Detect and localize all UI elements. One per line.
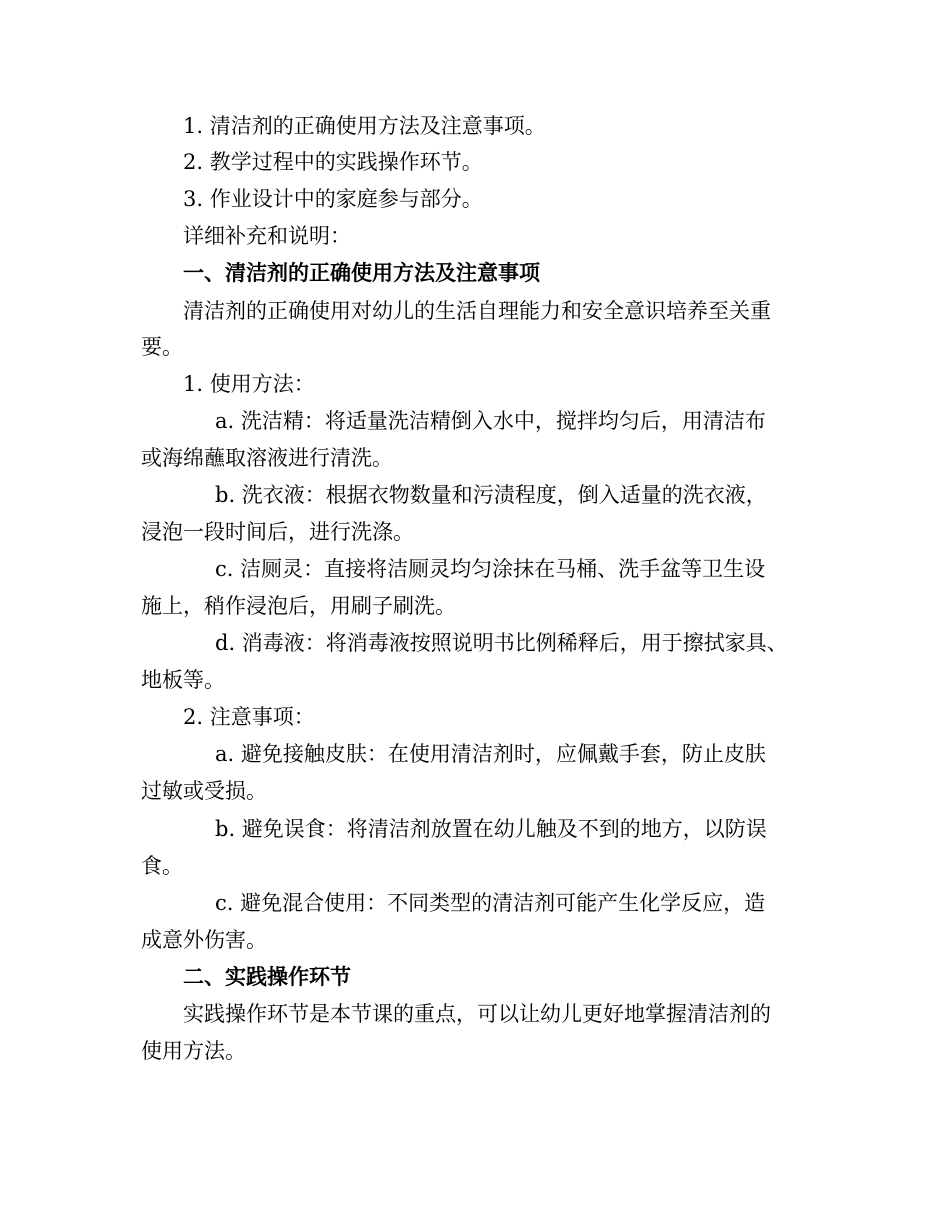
paragraph-line: 实践操作环节是本节课的重点，可以让幼儿更好地掌握清洁剂的: [183, 1002, 771, 1026]
section-heading: 一、清洁剂的正确使用方法及注意事项: [183, 260, 540, 285]
list-item: c. 避免混合使用：不同类型的清洁剂可能产生化学反应，造: [215, 891, 766, 915]
list-item-continuation: 浸泡一段时间后，进行洗涤。: [141, 520, 414, 544]
paragraph-line: 使用方法。: [141, 1039, 246, 1063]
list-item: a. 避免接触皮肤：在使用清洁剂时，应佩戴手套，防止皮肤: [215, 742, 766, 766]
list-item-continuation: 地板等。: [141, 668, 225, 692]
subheading: 2. 注意事项：: [183, 705, 315, 729]
list-item: b. 洗衣液：根据衣物数量和污渍程度，倒入适量的洗衣液，: [215, 483, 767, 507]
list-item-continuation: 或海绵蘸取溶液进行清洗。: [141, 446, 393, 470]
list-item-continuation: 施上，稍作浸泡后，用刷子刷洗。: [141, 594, 456, 618]
supplement-label: 详细补充和说明：: [183, 224, 351, 248]
summary-item: 2. 教学过程中的实践操作环节。: [183, 150, 483, 174]
list-item: c. 洁厕灵：直接将洁厕灵均匀涂抹在马桶、洗手盆等卫生设: [215, 557, 766, 581]
paragraph-line: 要。: [141, 335, 183, 359]
list-item-continuation: 成意外伤害。: [141, 928, 267, 952]
section-heading: 二、实践操作环节: [183, 964, 351, 989]
list-item: d. 消毒液：将消毒液按照说明书比例稀释后，用于擦拭家具、: [215, 631, 788, 655]
list-item-continuation: 食。: [141, 854, 183, 878]
paragraph-line: 清洁剂的正确使用对幼儿的生活自理能力和安全意识培养至关重: [183, 299, 771, 323]
list-item: b. 避免误食：将清洁剂放置在幼儿触及不到的地方，以防误: [215, 817, 767, 841]
summary-item: 3. 作业设计中的家庭参与部分。: [183, 187, 483, 211]
list-item-continuation: 过敏或受损。: [141, 779, 267, 803]
summary-item: 1. 清洁剂的正确使用方法及注意事项。: [183, 114, 546, 138]
list-item: a. 洗洁精：将适量洗洁精倒入水中，搅拌均匀后，用清洁布: [215, 409, 766, 433]
subheading: 1. 使用方法：: [183, 372, 315, 396]
